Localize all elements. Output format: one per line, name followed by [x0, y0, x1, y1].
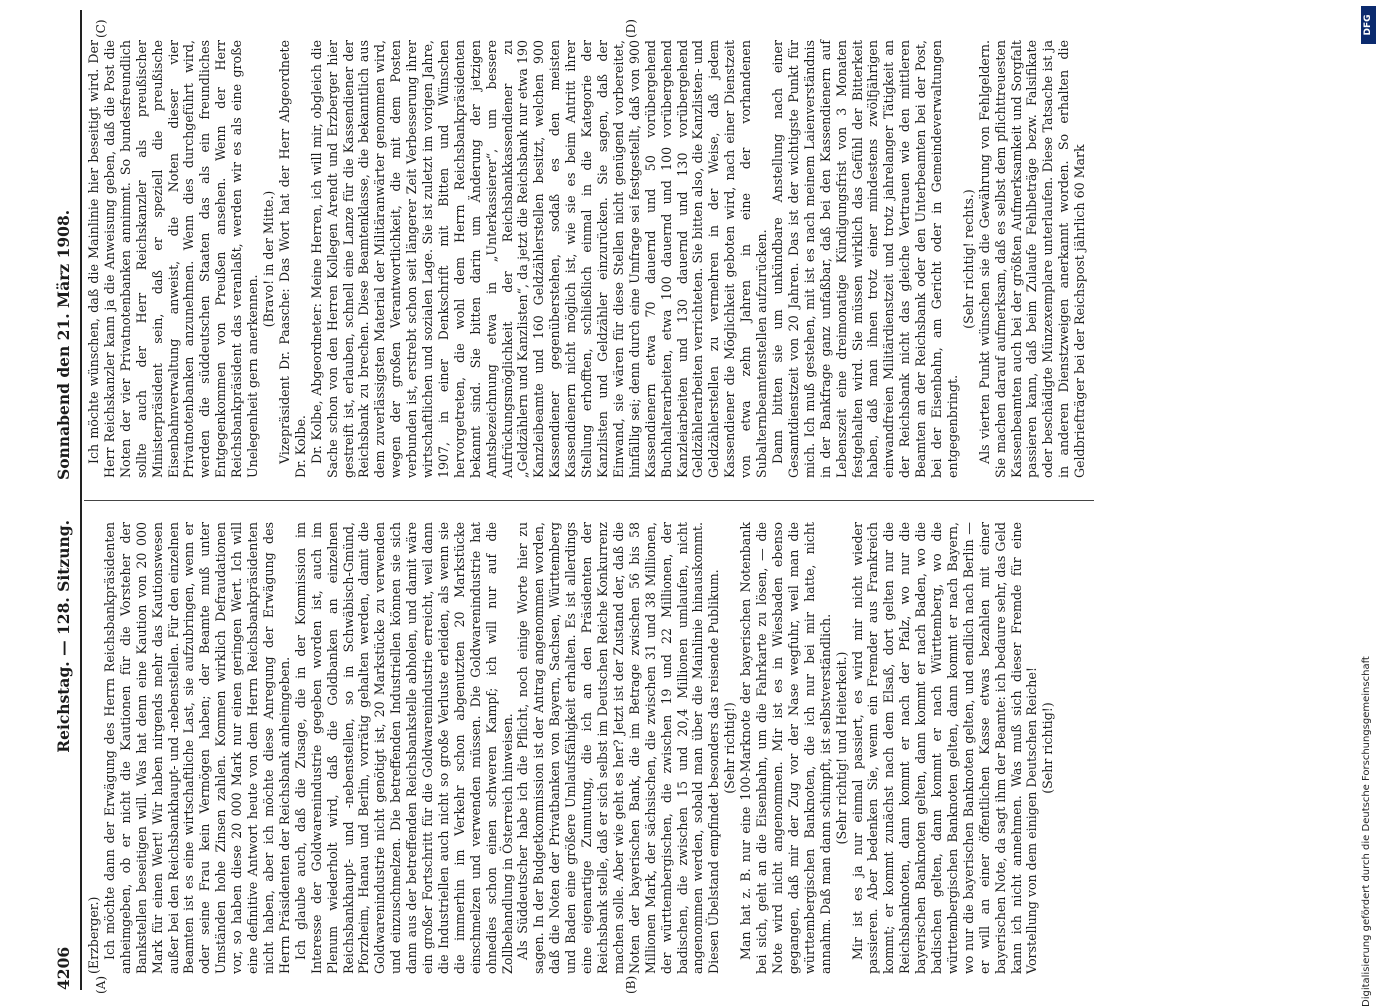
header-date: Sonnabend den 21. März 1908.: [54, 209, 73, 480]
interjection: (Sehr richtig! rechts.): [960, 189, 976, 329]
left-column: [86, 522, 1056, 990]
interjection: (Bravo! in der Mitte.): [260, 190, 276, 328]
paragraph: Als Süddeutscher habe ich die Pflicht, noch einige Worte hier zu sagen. In der Budgetkommission ist der Antrag angenommen worden, daß die Noten der Privatbanken von Bayern, Sachsen, Württemberg und Baden eine größere Umlaufsfähigkeit erhalten. Es ist allerdings eine eigenartige Zumutung, die ich an den Präsidenten der Reichsbank stelle, daß er sich selbst im Deutschen Reiche Konkurrenz machen solle. Aber wie geht es her? Jetzt ist der Zustand der, daß die Noten der bayerischen Bank, die im Betrage zwischen 56 bis 58 Millionen Mark, der sächsischen, die zwischen 31 und 38 Millionen, der württembergischen, die zwischen 19 und 22 Millionen, der badischen, die zwischen 15 und 20,4 Millionen umlaufen, nicht angenommen werden, sobald man über die Mainlinie hinauskommt. Diesen Übelstand empfindet besonders das reisende Publikum.: [515, 522, 722, 974]
rotated-document-page: [54, 10, 1314, 994]
header-session: [54, 520, 73, 753]
paragraph: Ich möchte wünschen, daß die Mainlinie hier beseitigt wird. Der Herr Reichskanzler kann ja die Anweisung geben, daß die Post die Noten der vier Privatnotenbanken annimmt. So bundesfreundlich sollte auch der Herr Reichskanzler als preußischer Ministerpräsident sein, daß er speziell die preußische Eisenbahnverwaltung anweist, die Noten dieser vier Privatnotenbanken anzunehmen. Wenn dies durchgeführt wird, werden die süddeutschen Staaten das als ein freundliches Entgegenkommen von Preußen ansehen. Wenn der Herr Reichsbankpräsident das veranlaßt, werden wir es als eine große Unelegenheit gern anerkennen.: [86, 40, 261, 478]
interjection: (Sehr richtig!): [722, 702, 738, 794]
interjection: (Sehr richtig! und Heiterkeit.): [833, 651, 849, 845]
margin-marker-a: (A): [94, 975, 108, 994]
dfg-credit-text: Digitalisierung gefördert durch die Deutsche Forschungsgemeinschaft: [1361, 656, 1372, 1007]
header-right: [54, 10, 80, 500]
page-header: [54, 10, 80, 990]
speaker-tag: (Erzberger.): [86, 896, 101, 974]
paragraph: Ich möchte dann der Erwägung des Herrn Reichsbankpräsidenten anheimgeben, ob er nicht die Kautionen für die Vorsteher der Bankstellen beseitigen will. Was hat denn eine Kaution von 20 000 Mark für einen Wert! Wir haben nirgends mehr das Kautionswesen außer bei den Reichsbankhaupt- und -nebenstellen. Für den einzelnen Beamten ist es eine wirtschaftliche Last, sie aufzubringen, wenn er oder seine Frau kein Vermögen haben; der Beamte muß unter Umständen hohe Zinsen zahlen. Kommen wirklich Defraudationen vor, so haben diese 20 000 Mark nur einen geringen Wert. Ich will eine definitive Antwort heute von dem Herrn Reichsbankpräsidenten nicht haben, aber ich möchte diese Anregung der Erwägung des Herrn Präsidenten der Reichsbank anheimgeben.: [101, 522, 292, 974]
paragraph: Ich glaube auch, daß die Zusage, die in der Kommission im Interesse der Goldwarenindustrie gegeben worden ist, auch im Plenum wiederholt wird, daß die Goldbanken an einzelnen Reichsbankhaupt- und -nebenstellen, so in Schwäbisch-Gmünd, Pforzheim, Hanau und Berlin, vorrätig gehalten werden, damit die Goldwarenindustrie nicht genötigt ist, 20 Markstücke zu verwenden und einzuschmelzen. Die betreffenden Industriellen können sie sich dann aus der betreffenden Reichsbankstelle abholen, und damit wäre ein großer Fortschritt für die Goldwarenindustrie erreicht, weil dann die Industriellen auch nicht so große Verluste erleiden, als wenn sie die immerhin im Verkehr schon abgenutzten 20 Markstücke einschmelzen und verwenden müssen. Die Goldwarenindustrie hat ohnedies schon einen schweren Kampf; ich will nur auf die Zollbehandlung in Österreich hinweisen.: [292, 522, 515, 974]
right-column: [86, 40, 1088, 478]
margin-marker-c: (C): [94, 19, 108, 38]
header-left: [54, 500, 80, 990]
margin-marker-b: (B): [624, 975, 638, 994]
margin-marker-d: (D): [624, 19, 638, 38]
paragraph: Mir ist es ja nur einmal passiert, es wird mir nicht wieder passieren. Aber bedenken Sie, wenn ein Fremder aus Frankreich kommt; er kommt zunächst nach dem Elsaß, dort gelten nur die Reichsbanknoten, dann kommt er nach der Pfalz, wo nur die bayerischen Banknoten gelten, dann kommt er nach Baden, wo die badischen gelten, dann kommt er nach Württemberg, wo die württembergischen Banknoten gelten, dann kommt er nach Bayern, wo nur die bayerischen Banknoten gelten, und endlich nach Berlin — er will an einer öffentlichen Kasse etwas bezahlen mit einer bayerischen Note, da sagt ihm der Beamte: ich bedaure sehr, das Geld kann ich nicht annehmen. Was muß sich dieser Fremde für eine Vorstellung von dem einigen Deutschen Reiche!: [849, 522, 1040, 974]
paragraph: Als vierten Punkt wünschen sie die Gewährung von Fehlgeldern. Sie machen darauf aufmerksam, daß es selbst dem pflichttreuesten Kassenbeamten auch bei der größten Aufmerksamkeit und Sorgfalt passieren kann, daß beim Zulaufe Fehlbeträge bezw. Falsifikate oder beschädigte Münzexemplare unterlaufen. Diese Tatsache ist ja in anderen Dienstzweigen anerkannt worden. So erhalten die Geldbriefträger bei der Reichspost jährlich 60 Mark: [976, 40, 1088, 478]
paragraph: Dann bitten sie um unkündbare Anstellung nach einer Gesamtdienstzeit von 20 Jahren. Das ist der wichtigste Punkt für mich. Ich muß gestehen, mit ist es nach meinem Laienverständnis in der Bankfrage ganz unfaßbar, daß bei den Kassendienern auf Lebenszeit eine dreimonatige Kündigungsfrist von 3 Monaten festgehalten wird. Sie müssen wirklich das Gefühl der Bitterkeit haben, daß man ihnen trotz einer mindestens zwölfjährigen einwandfreien Militärdienstzeit und trotz jahrelanger Tätigkeit an der Reichsbank nicht das gleiche Vertrauen wie den mittleren Beamten an der Reichsbank oder den Unterbeamten bei der Post, bei der Eisenbahn, am Gericht oder in Gemeindeverwaltungen entgegenbringt.: [769, 40, 960, 478]
header-rule: [80, 10, 82, 990]
column-divider: [84, 500, 1094, 501]
header-body: Reichstag.: [54, 661, 73, 753]
paragraph: Vizepräsident Dr. Paasche: Das Wort hat der Herr Abgeordnete Dr. Kolbe.: [276, 40, 308, 478]
paragraph: Dr. Kolbe, Abgeordneter: Meine Herren, ich will mir, obgleich die Sache schon von den Herren Kollegen Arendt und Erzberger hier gestreift ist, erlauben, schnell eine Lanze für die Kassendiener der Reichsbank zu brechen. Diese Beamtenklasse, die bekanntlich aus dem zuverlässigsten Material der Militäranwärter genommen wird, wegen der großen Verantwortlichkeit, die mit dem Posten verbunden ist, erstrebt schon seit längerer Zeit Verbesserung ihrer wirtschaftlichen und sozialen Lage. Sie ist zuletzt im vorigen Jahre, 1907, in einer Denkschrift mit Bitten und Wünschen hervorgetreten, die wohl dem Herrn Reichsbankpräsidenten bekannt sind. Sie bitten darin um Änderung der jetzigen Amtsbezeichnung etwa in „Unterkassierer“, um bessere Aufrückungsmöglichkeit der Reichsbankkassendiener zu „Geldzählern und Kanzlisten“, da jetzt die Reichsbank nur etwa 190 Kanzleibeamte und 160 Geldzählerstellen besitzt, welchen 900 Kassendiener gegenüberstehen, sodaß es den meisten Kassendienern nicht möglich ist, wie sie es beim Antritt ihrer Stellung erhofften, schließlich einmal in die Kategorie der Kanzlisten und Geldzähler einzurücken. Sie sagen, daß der Einwand, sie wären für diese Stellen nicht genügend vorbereitet, hinfällig sei; denn durch eine Umfrage sei festgestellt, daß von 900 Kassendienern etwa 70 dauernd und 50 vorübergehend Buchhalterarbeiten, etwa 100 dauernd und 100 vorübergehend Kanzleiarbeiten und 130 dauernd und 130 vorübergehend Geldzählerarbeiten verrichteten. Sie bitten also, die Kanzlisten- und Geldzählerstellen zu vermehren in der Weise, daß jedem Kassendiener die Möglichkeit geboten wird, nach einer Dienstzeit von etwa zehn Jahren in eine der vorhandenen Subalternbeamtenstellen aufzurücken.: [308, 40, 770, 478]
page-number: 4206: [54, 946, 73, 990]
interjection: (Sehr richtig!): [1040, 702, 1056, 794]
header-session-number: — 128. Sitzung.: [54, 520, 73, 656]
dfg-side-strip: [1358, 0, 1383, 1007]
dfg-logo: DFG: [1361, 6, 1376, 44]
paragraph: Man hat z. B. nur eine 100-Marknote der bayerischen Notenbank bei sich, geht an die Eisenbahn, um die Fahrkarte zu lösen, — die Note wird nicht angenommen. Mir ist es in Wiesbaden ebenso gegangen, daß mir der Zug vor der Nase wegfuhr, weil man die württembergischen Banknoten, die ich nur bei mir hatte, nicht annahm. Daß man dann schimpft, ist selbstverständlich.: [738, 522, 833, 974]
